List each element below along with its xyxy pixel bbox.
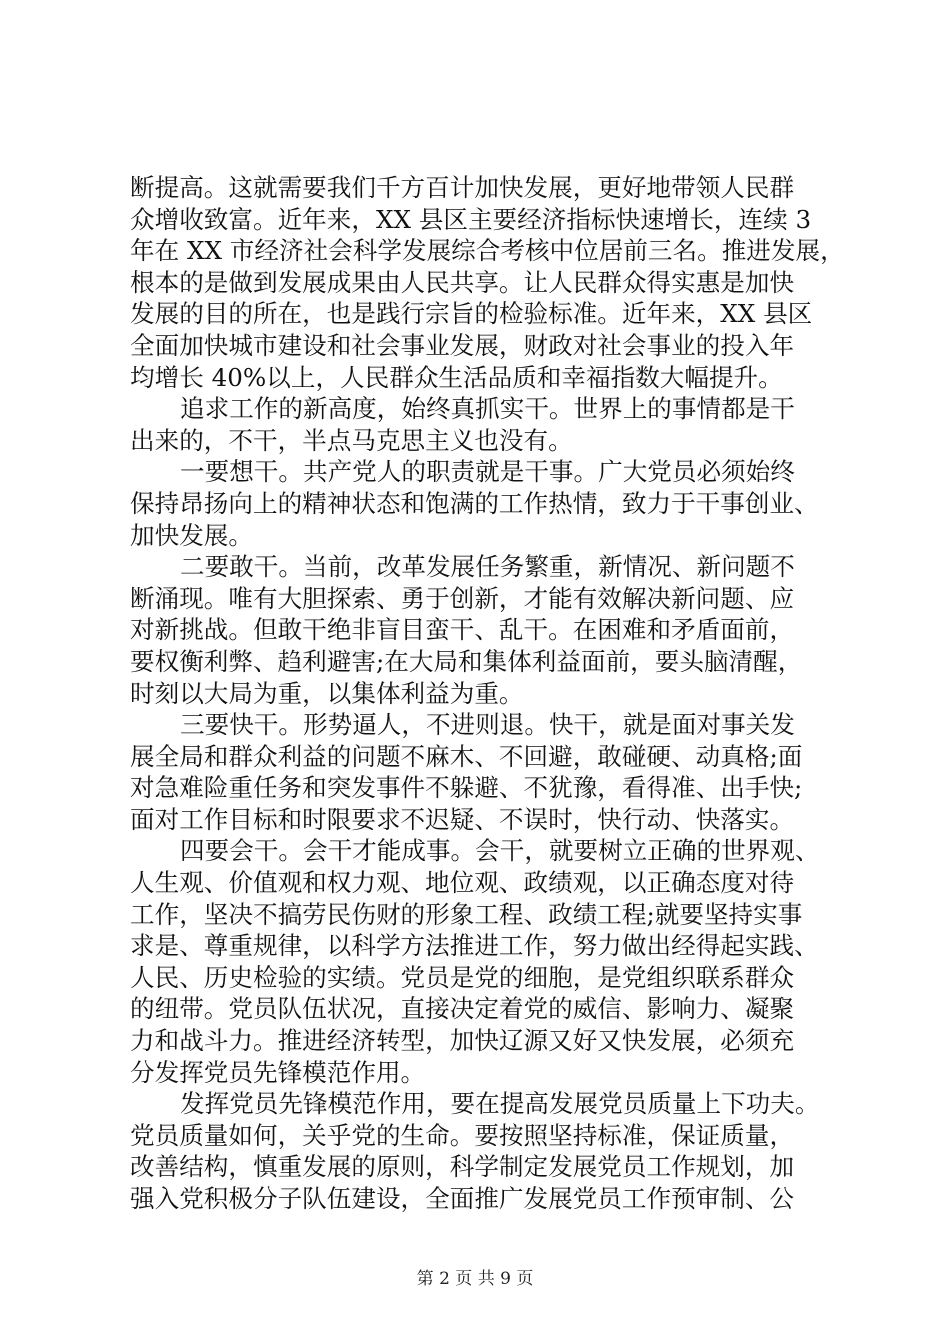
- text-line: 人生观、价值观和权力观、地位观、政绩观，以正确态度对待: [130, 868, 795, 898]
- text-line: 力和战斗力。推进经济转型，加快辽源又好又快发展，必须充: [130, 1026, 795, 1056]
- text-line: 工作，坚决不搞劳民伤财的形象工程、政绩工程;就要坚持实事: [130, 899, 803, 929]
- text-line: 求是、尊重规律，以科学方法推进工作，努力做出经得起实践、: [130, 931, 819, 961]
- text-line: 强入党积极分子队伍建设，全面推广发展党员工作预审制、公: [130, 1184, 795, 1213]
- paragraph-first-line: 一要想干。共产党人的职责就是干事。广大党员必须始终: [180, 457, 795, 487]
- text-line: 面对工作目标和时限要求不迟疑、不误时，快行动、快落实。: [130, 804, 795, 834]
- text-line: 保持昂扬向上的精神状态和饱满的工作热情，致力于干事创业、: [130, 488, 819, 518]
- text-line: 改善结构，慎重发展的原则，科学制定发展党员工作规划，加: [130, 1152, 795, 1182]
- page-footer: 第 2 页 共 9 页: [416, 1269, 534, 1289]
- text-line: 出来的，不干，半点马克思主义也没有。: [130, 425, 573, 455]
- text-line: 断提高。这就需要我们千方百计加快发展，更好地带领人民群: [130, 173, 795, 202]
- text-line: 人民、历史检验的实绩。党员是党的细胞，是党组织联系群众: [130, 962, 795, 992]
- text-line: 对新挑战。但敢干绝非盲目蛮干、乱干。在困难和矛盾面前，: [130, 615, 795, 645]
- paragraph-first-line: 追求工作的新高度，始终真抓实干。世界上的事情都是干: [180, 394, 795, 424]
- paragraph-first-line: 二要敢干。当前，改革发展任务繁重，新情况、新问题不: [180, 552, 795, 582]
- text-line: 众增收致富。近年来，XX 县区主要经济指标快速增长，连续 3: [130, 204, 812, 234]
- text-line: 断涌现。唯有大胆探索、勇于创新，才能有效解决新问题、应: [130, 583, 795, 613]
- paragraph-first-line: 四要会干。会干才能成事。会干，就要树立正确的世界观、: [180, 836, 820, 866]
- text-line: 要权衡利弊、趋利避害;在大局和集体利益面前，要头脑清醒，: [130, 646, 803, 676]
- paragraph-first-line: 三要快干。形势逼人，不进则退。快干，就是面对事关发: [180, 710, 795, 740]
- paragraph-first-line: 发挥党员先锋模范作用，要在提高发展党员质量上下功夫。: [180, 1089, 820, 1119]
- text-line: 均增长 40%以上，人民群众生活品质和幸福指数大幅提升。: [130, 362, 783, 392]
- text-line: 展全局和群众利益的问题不麻木、不回避，敢碰硬、动真格;面: [130, 741, 803, 771]
- text-line: 党员质量如何，关乎党的生命。要按照坚持标准，保证质量，: [130, 1120, 795, 1150]
- text-line: 全面加快城市建设和社会事业发展，财政对社会事业的投入年: [130, 330, 795, 360]
- text-line: 根本的是做到发展成果由人民共享。让人民群众得实惠是加快: [130, 267, 795, 297]
- text-line: 对急难险重任务和突发事件不躲避、不犹豫，看得准、出手快;: [130, 773, 803, 803]
- document-body: [130, 172, 860, 1215]
- text-line: 时刻以大局为重，以集体利益为重。: [130, 678, 524, 708]
- text-line: 加快发展。: [130, 520, 253, 550]
- text-line: 的纽带。党员队伍状况，直接决定着党的威信、影响力、凝聚: [130, 994, 795, 1024]
- text-line: 分发挥党员先锋模范作用。: [130, 1057, 426, 1087]
- text-line: 发展的目的所在，也是践行宗旨的检验标准。近年来，XX 县区: [130, 299, 813, 329]
- text-line: 年在 XX 市经济社会科学发展综合考核中位居前三名。推进发展，: [130, 236, 845, 266]
